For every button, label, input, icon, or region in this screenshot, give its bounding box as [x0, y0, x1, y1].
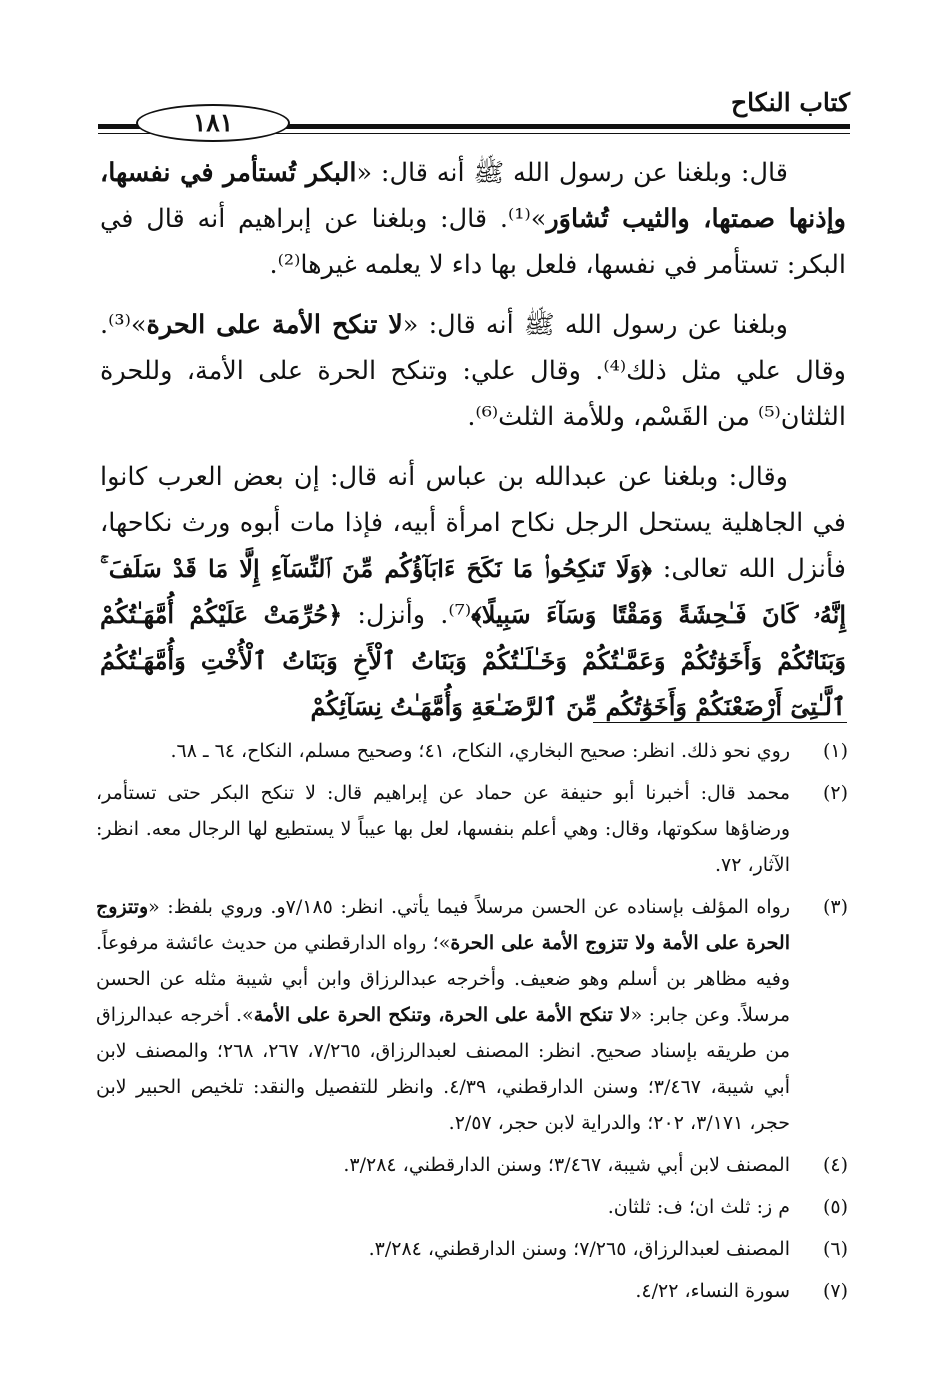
- footnote: [96, 889, 848, 1141]
- footnote-number: (٤): [822, 1154, 848, 1176]
- footnote: [96, 1189, 848, 1225]
- footnote-text: [96, 1189, 790, 1225]
- text-run: »؛ رواه الدارقطني من حديث عائشة مرفوعاً. وفيه مظاهر بن أسلم وهو ضعيف. وأخرجه عبدالرزاق وابن أبي شيبة مثله عن الحسن مرسلاً. وعن جابر: «: [96, 932, 791, 1026]
- footnote-number: (٥): [822, 1196, 848, 1218]
- footnote: [96, 1273, 848, 1309]
- text-run: روي نحو ذلك. انظر: صحيح البخاري، النكاح، ٤١؛ وصحيح مسلم، النكاح، ٦٤ ـ ٦٨.: [170, 740, 790, 762]
- text-run: ». أخرجه عبدالرزاق من طريقه بإسناد صحيح. انظر: المصنف لعبدالرزاق، ٧/٢٦٥، ٢٦٧، ٢٦٨؛ والمصنف لابن أبي شيبة، ٣/٤٦٧؛ وسنن الدارقطني، ٤/٣٩. وانظر للتفصيل والنقد: تلخيص الحبير لابن حجر، ٣/١٧١، ٢٠٢؛ والدراية لابن حجر، ٢/٥٧.: [96, 1004, 790, 1134]
- footnote-text: [96, 733, 790, 769]
- paragraph: [100, 150, 846, 288]
- text-run: سورة النساء، ٤/٢٢.: [635, 1280, 790, 1302]
- quran-verse: ﴿وَلَا تَنكِحُوا۟ مَا نَكَحَ ءَابَآؤُكُم مِّنَ ٱلنِّسَآءِ إِلَّا مَا قَدْ سَلَفَ ۚ إِنَّهُۥ كَانَ فَـٰحِشَةً وَمَقْتًا وَسَآءَ سَبِيلًا﴾: [100, 554, 847, 629]
- paragraph: [100, 302, 846, 440]
- hadith-quote: البكر تُستأمر في نفسها، وإذنها صمتها، والثيب تُشاوَر: [100, 158, 846, 234]
- text-run: وقال: وبلغنا عن عبدالله بن عباس أنه قال: إن بعض العرب كانوا في الجاهلية يستحل الرجل نكاح امرأة أبيه، فإذا مات أبوه ورث نكاحها، فأنزل الله تعالى:: [100, 462, 846, 584]
- text-run: قال: وبلغنا عن رسول الله ﷺ أنه قال: «: [356, 158, 788, 188]
- footnote-text: [96, 1273, 790, 1309]
- footnotes: [96, 733, 848, 1315]
- hadith-quote: لا تنكح الأمة على الحرة، وتنكح الحرة على الأمة: [253, 1004, 631, 1026]
- hadith-quote: لا تنكح الأمة على الحرة: [146, 310, 403, 340]
- text-run: وبلغنا عن رسول الله ﷺ أنه قال: «: [402, 310, 788, 340]
- footnote-text: [96, 1231, 790, 1267]
- text-run: المصنف لعبدالرزاق، ٧/٢٦٥؛ وسنن الدارقطني، ٣/٢٨٤.: [368, 1238, 790, 1260]
- footnote-number: (١): [822, 740, 848, 762]
- footnote: [96, 1147, 848, 1183]
- footnote: [96, 775, 848, 883]
- quran-verse: ﴿حُرِّمَتْ عَلَيْكُمْ أُمَّهَـٰتُكُمْ وَبَنَاتُكُمْ وَأَخَوَٰتُكُمْ وَعَمَّـٰتُكُمْ وَخَـٰلَـٰتُكُمْ وَبَنَاتُ ٱلْأَخِ وَبَنَاتُ ٱلْأُخْتِ وَأُمَّهَـٰتُكُمُ ٱلَّـٰتِىٓ أَرْضَعْنَكُمْ وَأَخَوَٰتُكُم مِّنَ ٱلرَّضَـٰعَةِ وَأُمَّهَـٰتُ نِسَآئِكُمْ: [100, 600, 846, 721]
- footnote-text: [96, 775, 790, 883]
- footnote-text: [96, 889, 790, 1141]
- text-run: المصنف لابن أبي شيبة، ٣/٤٦٧؛ وسنن الدارقطني، ٣/٢٨٤.: [343, 1154, 790, 1176]
- text-run: رواه المؤلف بإسناده عن الحسن مرسلاً فيما يأتي. انظر: ٧/١٨٥و. وروي بلفظ: «: [148, 896, 790, 918]
- chapter-title: كتاب النكاح: [731, 88, 850, 117]
- hadith-quote: وتتزوج الحرة على الأمة ولا تتزوج الأمة على الحرة: [96, 896, 790, 954]
- footnote: [96, 1231, 848, 1267]
- text-run: محمد قال: أخبرنا أبو حنيفة عن حماد عن إبراهيم قال: لا تنكح البكر حتى تستأمر، ورضاؤها سكوتها، وقال: وهي أعلم بنفسها، لعل بها عيباً لا يستطيع لها الرجال معه. انظر: الآثار، ٧٢.: [96, 782, 790, 876]
- text-run: »⁽³⁾. وقال علي مثل ذلك⁽⁴⁾. وقال علي: وتنكح الحرة على الأمة، وللحرة الثلثان⁽⁵⁾ من القَسْم، وللأمة الثلث⁽⁶⁾.: [100, 310, 846, 432]
- footnote-separator: [593, 722, 847, 723]
- page-header: [98, 84, 850, 144]
- text-run: ⁽⁷⁾. وأنزل:: [342, 600, 472, 630]
- footnote-number: (٧): [822, 1280, 848, 1302]
- page-number: ١٨١: [136, 104, 290, 142]
- footnote-number: (٦): [822, 1238, 848, 1260]
- text-run: »⁽¹⁾. قال: وبلغنا عن إبراهيم أنه قال في البكر: تستأمر في نفسها، فلعل بها داء لا يعلمه غيرها⁽²⁾.: [100, 204, 846, 280]
- footnote-number: (٣): [822, 896, 848, 918]
- text-run: م ز: ثلث ان؛ ف: ثلثان.: [607, 1196, 790, 1218]
- main-text: [100, 150, 846, 744]
- footnote-number: (٢): [822, 782, 848, 804]
- paragraph: [100, 454, 846, 730]
- footnote-text: [96, 1147, 790, 1183]
- footnote: [96, 733, 848, 769]
